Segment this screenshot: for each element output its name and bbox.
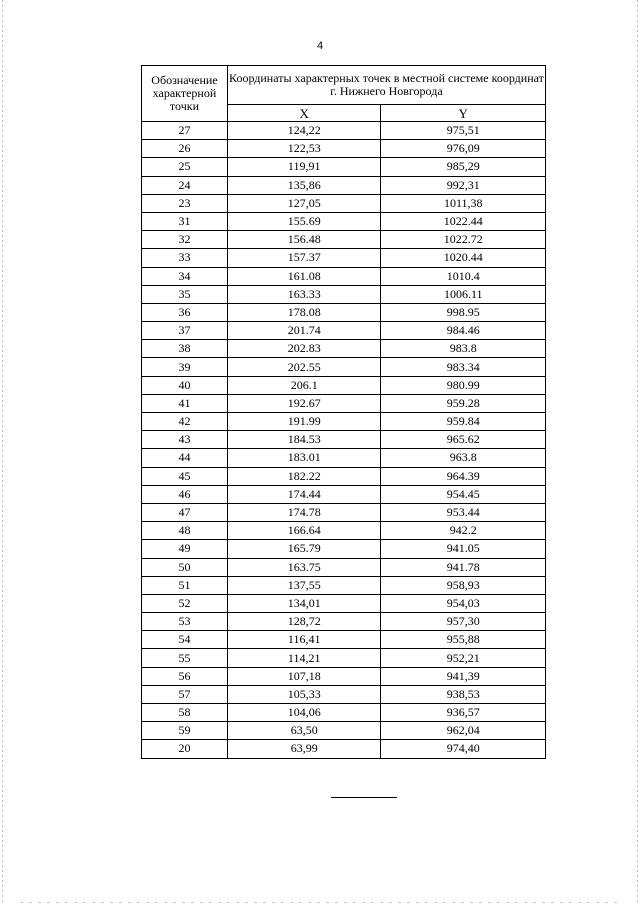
x-cell: 104,06 (227, 704, 381, 722)
x-cell: 116,41 (227, 631, 381, 649)
x-cell: 182.22 (227, 467, 381, 485)
x-cell: 163.75 (227, 558, 381, 576)
y-cell: 984.46 (381, 322, 546, 340)
y-cell: 1022.44 (381, 212, 546, 230)
header-x: X (227, 105, 381, 122)
y-cell: 938,53 (381, 685, 546, 703)
y-cell: 965.62 (381, 431, 546, 449)
y-cell: 953.44 (381, 503, 546, 521)
point-cell: 42 (142, 413, 228, 431)
y-cell: 936,57 (381, 704, 546, 722)
table-row (142, 303, 546, 321)
y-cell: 998.95 (381, 303, 546, 321)
x-cell: 114,21 (227, 649, 381, 667)
x-cell: 165.79 (227, 540, 381, 558)
y-cell: 992,31 (381, 176, 546, 194)
x-cell: 163.33 (227, 285, 381, 303)
y-cell: 941.05 (381, 540, 546, 558)
point-cell: 59 (142, 722, 228, 740)
point-cell: 52 (142, 594, 228, 612)
x-cell: 137,55 (227, 576, 381, 594)
x-cell: 124,22 (227, 122, 381, 140)
y-cell: 959.28 (381, 394, 546, 412)
y-cell: 985,29 (381, 158, 546, 176)
x-cell: 119,91 (227, 158, 381, 176)
point-cell: 43 (142, 431, 228, 449)
coordinates-table (141, 65, 546, 759)
x-cell: 161.08 (227, 267, 381, 285)
point-cell: 55 (142, 649, 228, 667)
table-row (142, 449, 546, 467)
header-y: Y (381, 105, 546, 122)
y-cell: 954.45 (381, 485, 546, 503)
y-cell: 983.8 (381, 340, 546, 358)
y-cell: 976,09 (381, 140, 546, 158)
x-cell: 192.67 (227, 394, 381, 412)
header-point-designation: Обозначение характерной точки (142, 66, 228, 122)
point-cell: 33 (142, 249, 228, 267)
table-row (142, 667, 546, 685)
x-cell: 202.55 (227, 358, 381, 376)
y-cell: 954,03 (381, 594, 546, 612)
y-cell: 958,93 (381, 576, 546, 594)
x-cell: 202.83 (227, 340, 381, 358)
y-cell: 974,40 (381, 740, 546, 758)
point-cell: 56 (142, 667, 228, 685)
y-cell: 964.39 (381, 467, 546, 485)
x-cell: 206.1 (227, 376, 381, 394)
y-cell: 957,30 (381, 613, 546, 631)
y-cell: 941,39 (381, 667, 546, 685)
table-row (142, 685, 546, 703)
point-cell: 26 (142, 140, 228, 158)
x-cell: 184.53 (227, 431, 381, 449)
point-cell: 24 (142, 176, 228, 194)
table-row (142, 576, 546, 594)
y-cell: 1020.44 (381, 249, 546, 267)
y-cell: 983.34 (381, 358, 546, 376)
table-row (142, 594, 546, 612)
table-row (142, 176, 546, 194)
point-cell: 44 (142, 449, 228, 467)
y-cell: 1022.72 (381, 231, 546, 249)
point-cell: 54 (142, 631, 228, 649)
y-cell: 955,88 (381, 631, 546, 649)
x-cell: 201.74 (227, 322, 381, 340)
point-cell: 46 (142, 485, 228, 503)
x-cell: 166.64 (227, 522, 381, 540)
x-cell: 122,53 (227, 140, 381, 158)
y-cell: 941.78 (381, 558, 546, 576)
table-row (142, 158, 546, 176)
table-row (142, 631, 546, 649)
point-cell: 45 (142, 467, 228, 485)
x-cell: 63,50 (227, 722, 381, 740)
y-cell: 959.84 (381, 413, 546, 431)
point-cell: 53 (142, 613, 228, 631)
table-row (142, 503, 546, 521)
scan-edge-left (2, 0, 3, 905)
table-row (142, 358, 546, 376)
point-cell: 34 (142, 267, 228, 285)
header-coordinates: Координаты характерных точек в местной системе координат г. Нижнего Новгорода (227, 66, 545, 105)
point-cell: 20 (142, 740, 228, 758)
x-cell: 191.99 (227, 413, 381, 431)
x-cell: 156.48 (227, 231, 381, 249)
x-cell: 107,18 (227, 667, 381, 685)
table-row (142, 649, 546, 667)
table-row (142, 613, 546, 631)
table-row (142, 413, 546, 431)
table-row (142, 122, 546, 140)
point-cell: 23 (142, 194, 228, 212)
y-cell: 980.99 (381, 376, 546, 394)
table-row (142, 376, 546, 394)
table-row (142, 340, 546, 358)
table-row (142, 322, 546, 340)
y-cell: 963.8 (381, 449, 546, 467)
point-cell: 47 (142, 503, 228, 521)
scan-edge-right (637, 0, 638, 905)
table-row (142, 522, 546, 540)
table-row (142, 140, 546, 158)
point-cell: 41 (142, 394, 228, 412)
x-cell: 183.01 (227, 449, 381, 467)
table-row (142, 394, 546, 412)
table-row (142, 285, 546, 303)
point-cell: 25 (142, 158, 228, 176)
point-cell: 57 (142, 685, 228, 703)
x-cell: 155.69 (227, 212, 381, 230)
point-cell: 37 (142, 322, 228, 340)
table-body (142, 122, 546, 759)
point-cell: 35 (142, 285, 228, 303)
table-row (142, 231, 546, 249)
x-cell: 134,01 (227, 594, 381, 612)
table-row (142, 485, 546, 503)
y-cell: 942.2 (381, 522, 546, 540)
x-cell: 178.08 (227, 303, 381, 321)
y-cell: 962,04 (381, 722, 546, 740)
y-cell: 1010.4 (381, 267, 546, 285)
x-cell: 105,33 (227, 685, 381, 703)
table-row (142, 558, 546, 576)
point-cell: 39 (142, 358, 228, 376)
point-cell: 50 (142, 558, 228, 576)
table-row (142, 212, 546, 230)
table-row (142, 431, 546, 449)
x-cell: 128,72 (227, 613, 381, 631)
point-cell: 51 (142, 576, 228, 594)
x-cell: 174.44 (227, 485, 381, 503)
point-cell: 58 (142, 704, 228, 722)
table-row (142, 467, 546, 485)
x-cell: 63,99 (227, 740, 381, 758)
table-row (142, 740, 546, 758)
point-cell: 48 (142, 522, 228, 540)
point-cell: 32 (142, 231, 228, 249)
point-cell: 40 (142, 376, 228, 394)
x-cell: 127,05 (227, 194, 381, 212)
y-cell: 1011,38 (381, 194, 546, 212)
table-row (142, 194, 546, 212)
end-of-document-line (331, 797, 397, 798)
point-cell: 27 (142, 122, 228, 140)
x-cell: 174.78 (227, 503, 381, 521)
y-cell: 952,21 (381, 649, 546, 667)
y-cell: 1006.11 (381, 285, 546, 303)
table-row (142, 540, 546, 558)
table-row (142, 722, 546, 740)
point-cell: 38 (142, 340, 228, 358)
point-cell: 36 (142, 303, 228, 321)
point-cell: 31 (142, 212, 228, 230)
x-cell: 135,86 (227, 176, 381, 194)
table-row (142, 704, 546, 722)
x-cell: 157.37 (227, 249, 381, 267)
point-cell: 49 (142, 540, 228, 558)
table-row (142, 267, 546, 285)
page-number: 4 (316, 40, 324, 52)
y-cell: 975,51 (381, 122, 546, 140)
scan-bottom-noise (20, 902, 620, 903)
table-row (142, 249, 546, 267)
